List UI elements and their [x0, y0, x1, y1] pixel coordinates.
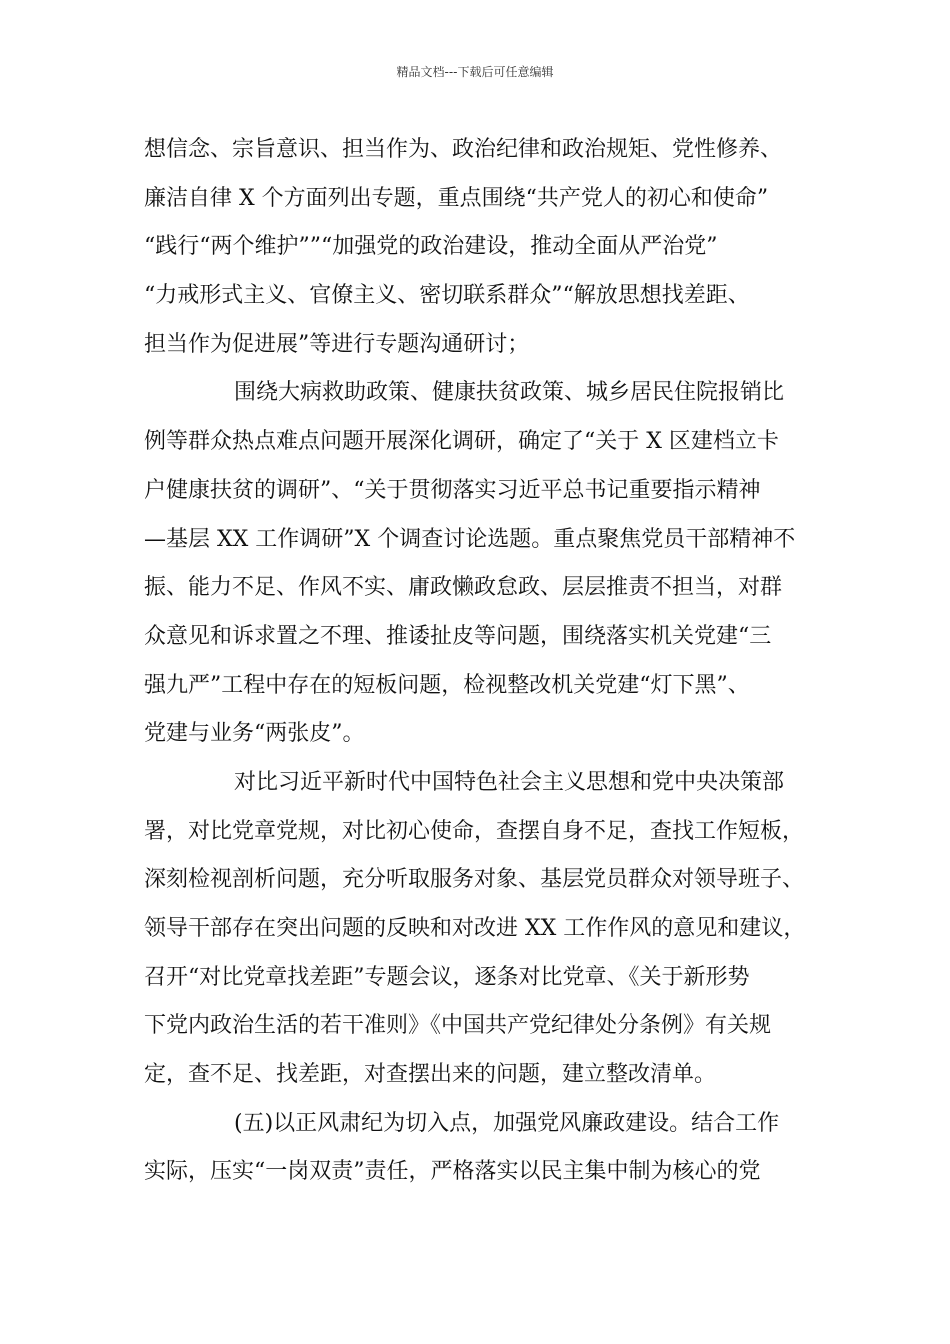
page-header: 精品文档---下载后可任意编辑 [396, 65, 554, 79]
text-line: “力戒形式主义、官僚主义、密切联系群众”“解放思想找差距、 [144, 283, 750, 309]
paragraph-first-line: 围绕大病救助政策、健康扶贫政策、城乡居民住院报销比 [234, 380, 785, 406]
text-line: 实际，压实“一岗双责”责任，严格落实以民主集中制为核心的党 [144, 1159, 761, 1185]
text-line: 想信念、宗旨意识、担当作为、政治纪律和政治规矩、党性修养、 [144, 137, 783, 162]
text-line: 党建与业务“两张皮”。 [144, 721, 365, 747]
paragraph-first-line: 对比习近平新时代中国特色社会主义思想和党中央决策部 [234, 769, 785, 795]
text-line: 署，对比党章党规，对比初心使命，查摆自身不足，查找工作短板， [144, 818, 805, 844]
text-line: 众意见和诉求置之不理、推诿扯皮等问题，围绕落实机关党建“三 [144, 623, 772, 649]
text-line: 振、能力不足、作风不实、庸政懒政怠政、层层推责不担当，对群 [144, 575, 783, 601]
document-body [144, 126, 809, 1197]
text-line: 强九严”工程中存在的短板问题，检视整改机关党建“灯下黑”、 [144, 672, 750, 698]
text-line: 户健康扶贫的调研”、“关于贯彻落实习近平总书记重要指示精神 [144, 477, 761, 503]
paragraph-first-line: (五)以正风肃纪为切入点，加强党风廉政建设。结合工作 [234, 1110, 780, 1136]
text-line: —基层 XX 工作调研”X 个调查讨论选题。重点聚焦党员干部精神不 [144, 526, 796, 552]
text-line: 召开“对比党章找差距”专题会议，逐条对比党章、《关于新形势 [144, 964, 750, 990]
text-line: “践行“两个维护””“加强党的政治建设，推动全面从严治党” [144, 234, 718, 260]
text-line: 定，查不足、找差距，对查摆出来的问题，建立整改清单。 [144, 1062, 717, 1088]
text-line: 下党内政治生活的若干准则》《中国共产党纪律处分条例》有关规 [144, 1013, 772, 1039]
text-line: 领导干部存在突出问题的反映和对改进 XX 工作作风的意见和建议， [144, 916, 806, 941]
text-line: 深刻检视剖析问题，充分听取服务对象、基层党员群众对领导班子、 [144, 867, 805, 893]
text-line: 廉洁自律 X 个方面列出专题，重点围绕“共产党人的初心和使命” [144, 185, 769, 211]
text-line: 例等群众热点难点问题开展深化调研，确定了“关于 X 区建档立卡 [144, 429, 779, 455]
text-line: 担当作为促进展”等进行专题沟通研讨； [144, 331, 530, 357]
